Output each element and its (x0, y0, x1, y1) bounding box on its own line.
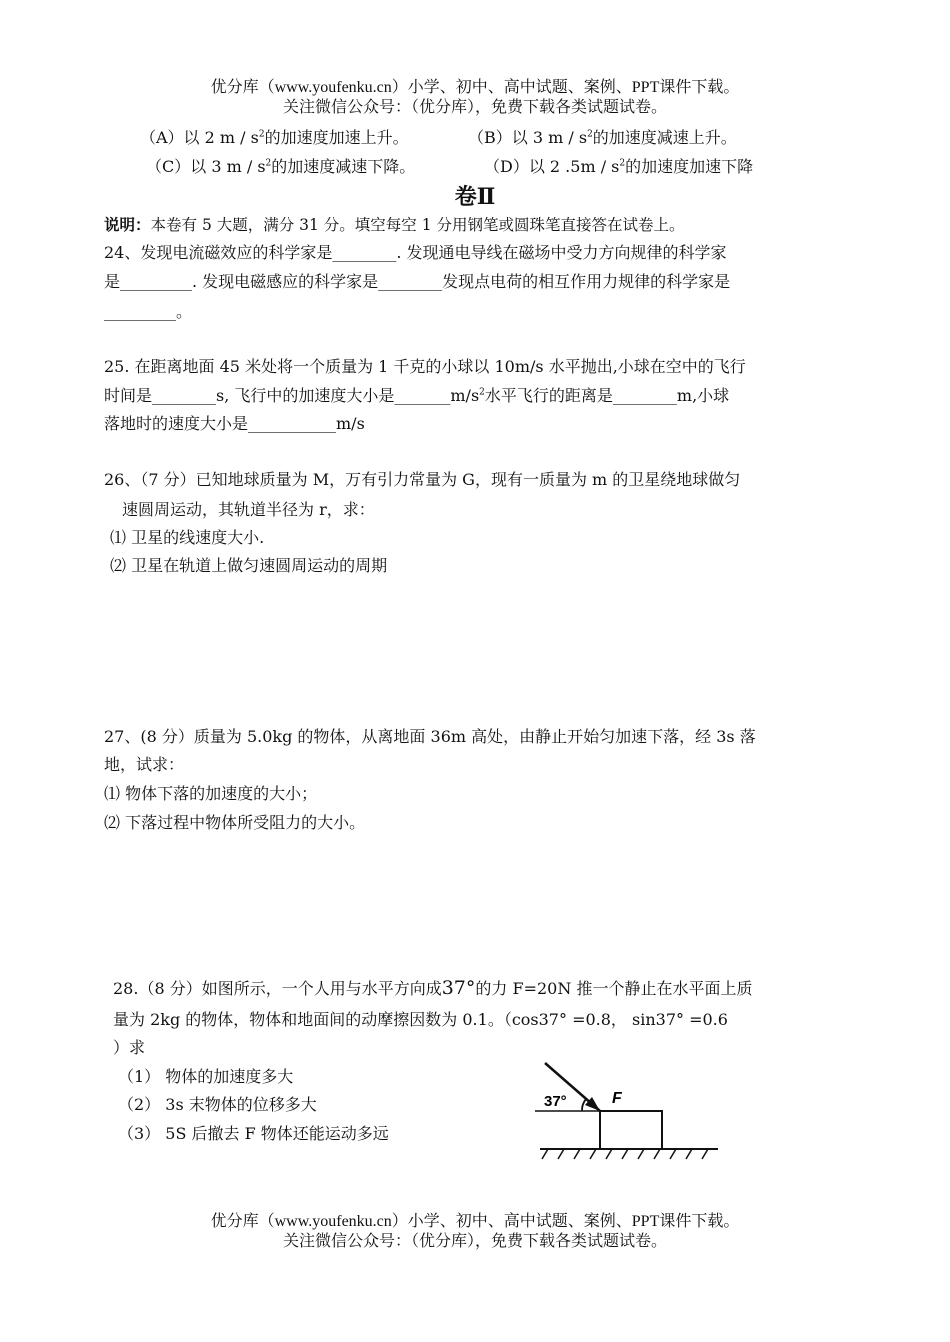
q28-sub-3: （3） 5S 后撤去 F 物体还能运动多远 (118, 1124, 389, 1143)
section-title: 卷Ⅱ (454, 184, 496, 210)
section-note (104, 215, 685, 235)
q26-line-1: 26、（7 分）已知地球质量为 M，万有引力常量为 G，现有一质量为 m 的卫星绕地球做匀 (104, 470, 741, 489)
q27-line-2: 地，试求： (104, 755, 185, 774)
option-d: （D）以 2 $.5m / s^2$的加速度加速下降 (484, 157, 754, 176)
q24-line-2: 是_________. 发现电磁感应的科学家是________发现点电荷的相互作用力规律的科学家是 (104, 272, 731, 291)
force-label: F (612, 1090, 622, 1107)
option-b: （B）以 3 m / $s^2$的加速度减速上升。 (468, 128, 737, 147)
q27-sub-1: ⑴ 物体下落的加速度的大小； (104, 784, 318, 803)
q28-line-3: ）求 (113, 1038, 146, 1057)
q28-sub-1: （1） 物体的加速度多大 (118, 1067, 294, 1086)
footer-line-2: 关注微信公众号：（优分库），免费下载各类试题试卷。 (282, 1233, 667, 1250)
q25-line-3: 落地时的速度大小是___________m/s (104, 414, 365, 433)
q28-sub-2: （2） 3s 末物体的位移多大 (118, 1095, 317, 1114)
q24-line-3: _________。 (104, 302, 193, 321)
option-a: （A）以 2 m / $s^2$的加速度加速上升。 (140, 128, 409, 147)
header-line-1: 优分库（www.youfenku.cn）小学、初中、高中试题、案例、PPT课件下载。 (210, 79, 740, 96)
q27-line-1: 27、(8 分）质量为 5.0kg 的物体，从离地面 36m 高处，由静止开始匀加速下落，经 3s 落 (104, 727, 756, 746)
q25-line-1: 25. 在距离地面 45 米处将一个质量为 1 千克的小球以 10m/s 水平抛出,小球在空中的飞行 (104, 357, 746, 376)
option-c: （C）以 3 m / $s^2$的加速度减速下降。 (146, 157, 416, 176)
q27-sub-2: ⑵ 下落过程中物体所受阻力的大小。 (104, 813, 366, 832)
block (600, 1111, 662, 1149)
q26-line-2: 速圆周运动，其轨道半径为 r，求： (122, 500, 375, 519)
q26-sub-2: ⑵ 卫星在轨道上做匀速圆周运动的周期 (110, 556, 388, 575)
q28-line-1: 28.（8 分）如图所示，一个人用与水平方向成37°的力 F=20N 推一个静止在水平面上质 (113, 977, 753, 999)
note-text: 本卷有 5 大题，满分 31 分。填空每空 1 分用钢笔或圆珠笔直接答在试卷上。 (150, 216, 685, 234)
note-label: 说明： (104, 215, 151, 234)
header-line-2: 关注微信公众号：（优分库），免费下载各类试题试卷。 (282, 99, 667, 116)
force-diagram (530, 1055, 730, 1165)
ground-hatch (542, 1149, 708, 1159)
q26-sub-1: ⑴ 卫星的线速度大小. (110, 528, 265, 547)
q24-line-1: 24、发现电流磁效应的科学家是________. 发现通电导线在磁场中受力方向规律的科学家 (104, 243, 727, 262)
q28-angle: 37° (441, 977, 476, 999)
footer-line-1: 优分库（www.youfenku.cn）小学、初中、高中试题、案例、PPT课件下载。 (210, 1213, 740, 1230)
q25-line-2: 时间是________s, 飞行中的加速度大小是$\_\_\_\_\_\_\_m/s^2$水平飞行的距离是________m,小球 (104, 386, 730, 405)
q28-line-2: 量为 2kg 的物体，物体和地面间的动摩擦因数为 0.1。（cos37° =0.8， sin37° =0.6 (113, 1010, 728, 1029)
angle-label: 37° (544, 1093, 567, 1110)
